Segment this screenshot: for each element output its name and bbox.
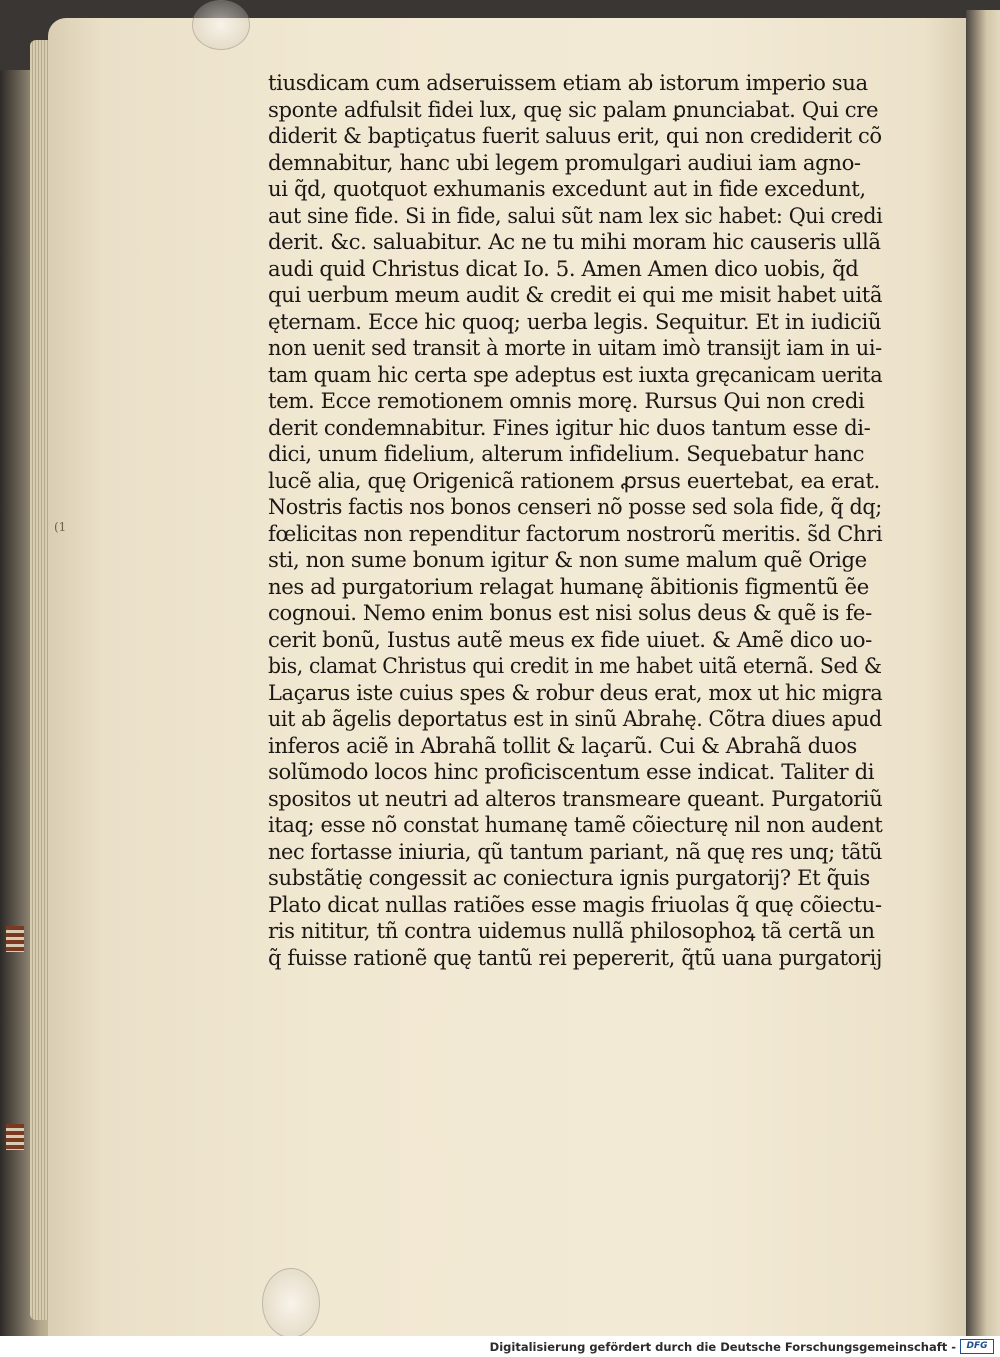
text-line: Laçarus iste cuius spes & robur deus erat, mox ut hic migra xyxy=(268,679,883,705)
text-line: fœlicitas non rependitur factorum nostrorũ meritis. s̃d Chri xyxy=(268,520,883,546)
bookmark-tab xyxy=(6,1124,24,1150)
text-line: tem. Ecce remotionem omnis morę. Rursus Qui non credi xyxy=(268,388,865,413)
digitization-footer xyxy=(0,1336,1000,1357)
facing-page-edge xyxy=(966,10,1000,1336)
text-line: itaq; esse nõ constat humanę tamẽ cõiecturę nil non audent xyxy=(268,812,883,837)
text-line: ris nititur, tñ contra uidemus nullã philosophoꝝ tã certã un xyxy=(268,918,875,943)
text-line: tam quam hic certa spe adeptus est iuxta gręcanicam uerita xyxy=(268,361,883,387)
text-line: bis, clamat Christus qui credit in me habet uitã eternã. Sed & xyxy=(268,653,882,678)
text-line: audi quid Christus dicat Io. 5. Amen Amen dico uobis, q̃d xyxy=(268,255,859,281)
text-line: uit ab ãgelis deportatus est in sinũ Abrahę. Cõtra diues apud xyxy=(268,706,882,731)
text-line: non uenit sed transit à morte in uitam imò transijt iam in ui- xyxy=(268,335,882,360)
margin-mark: (1 xyxy=(54,520,67,534)
text-line: ui q̃d, quotquot exhumanis excedunt aut in fide excedunt, xyxy=(268,176,866,201)
text-line: qui uerbum meum audit & credit ei qui me misit habet uitã xyxy=(268,282,883,307)
text-line: cerit bonũ, Iustus autẽ meus ex fide uiuet. & Amẽ dico uo- xyxy=(268,626,872,652)
page-clip-top xyxy=(192,0,250,50)
page-text-block xyxy=(268,70,882,971)
text-line: sponte adfulsit fidei lux, quę sic palam ꝑnunciabat. Qui cre xyxy=(268,96,879,122)
text-line: solũmodo locos hinc proficiscentum esse indicat. Taliter di xyxy=(268,759,875,784)
text-line: lucẽ alia, quę Origenicã rationem ꝓrsus euertebat, ea erat. xyxy=(268,467,880,493)
text-line: spositos ut neutri ad alteros transmeare queant. Purgatoriũ xyxy=(268,785,883,811)
text-line: ęternam. Ecce hic quoq; uerba legis. Sequitur. Et in iudiciũ xyxy=(268,308,882,334)
text-line: Plato dicat nullas ratiões esse magis friuolas q̃ quę cõiectu- xyxy=(268,891,882,917)
text-line: diderit & baptiçatus fuerit saluus erit, qui non crediderit cõ xyxy=(268,123,882,148)
text-line: sti, non sume bonum igitur & non sume malum quẽ Orige xyxy=(268,547,867,572)
text-line: nec fortasse iniuria, qũ tantum pariant, nã quę res unq; tãtũ xyxy=(268,838,883,864)
text-line: tiusdicam cum adseruissem etiam ab istorum imperio sua xyxy=(268,70,868,95)
text-line: nes ad purgatorium relagat humanę ãbitionis figmentũ ẽe xyxy=(268,573,869,599)
text-line: derit. &c. saluabitur. Ac ne tu mihi moram hic causeris ullã xyxy=(268,229,881,254)
page-clip-bottom xyxy=(262,1268,320,1336)
text-line: q̃ fuisse rationẽ quę tantũ rei pepererit, q̃tũ uana purgatorij xyxy=(268,944,883,970)
text-line: demnabitur, hanc ubi legem promulgari audiui iam agno- xyxy=(268,149,861,175)
bookmark-tab xyxy=(6,926,24,952)
text-line: aut sine fide. Si in fide, salui sũt nam lex sic habet: Qui credi xyxy=(268,202,883,228)
funding-credit: Digitalisierung gefördert durch die Deutsche Forschungsgemeinschaft - xyxy=(489,1340,956,1354)
text-line: inferos aciẽ in Abrahã tollit & laçarũ. Cui & Abrahã duos xyxy=(268,732,857,758)
text-line: cognoui. Nemo enim bonus est nisi solus deus & quẽ is fe- xyxy=(268,600,872,625)
text-line: substãtię congessit ac coniectura ignis purgatorij? Et q̃uis xyxy=(268,865,870,890)
text-line: dici, unum fidelium, alterum infidelium. Sequebatur hanc xyxy=(268,441,865,466)
dfg-logo-icon[interactable]: DFG xyxy=(960,1339,994,1354)
text-line: derit condemnabitur. Fines igitur hic duos tantum esse di- xyxy=(268,414,871,440)
text-line: Nostris factis nos bonos censeri nõ posse sed sola fide, q̃ dq; xyxy=(268,494,882,519)
